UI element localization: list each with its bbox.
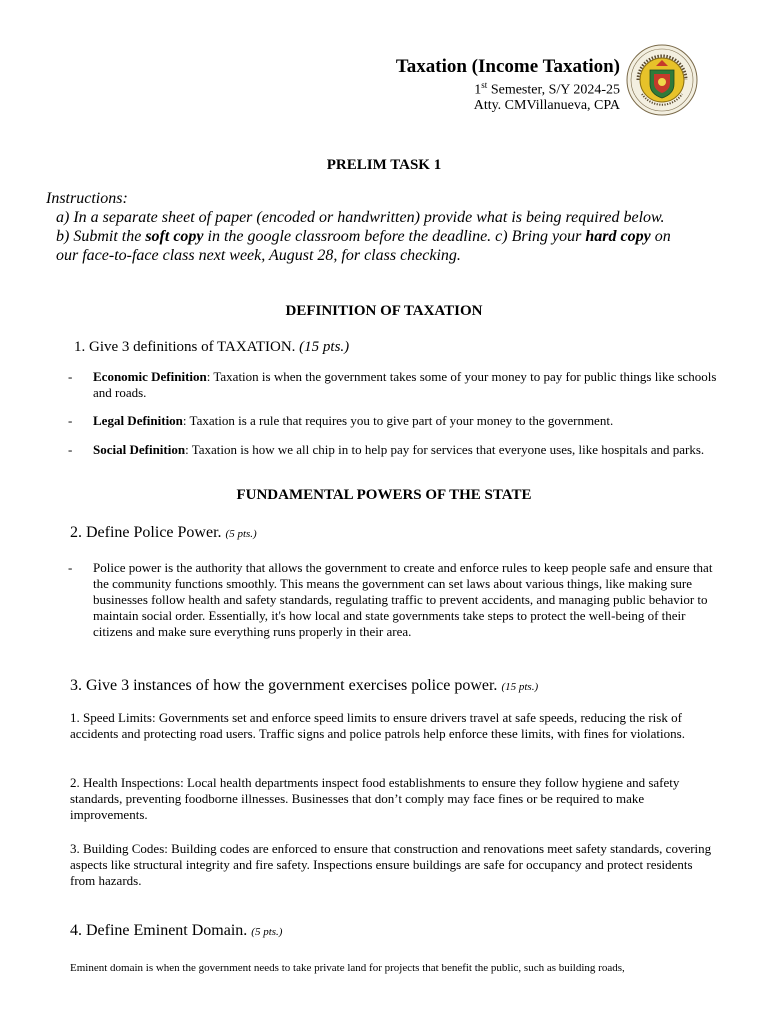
list-item	[68, 369, 718, 401]
section-fundamental-powers: FUNDAMENTAL POWERS OF THE STATE	[236, 487, 532, 503]
definition-text: : Taxation is when the government takes some of your money to pay for public things like schools and roads.	[93, 369, 717, 400]
semester-ordinal: 1	[474, 82, 482, 98]
bullet-dash: -	[68, 413, 73, 428]
question-2	[70, 524, 257, 542]
police-power-answer: Police power is the authority that allows the government to create and enforce rules to keep people safe and ensure that the community functions smoothly. This means the government can set laws about various things, like making sure businesses follow health and safety standards, regulating traffic to prevent accidents, and managing public behavior to maintain social order. Essentially, it's how local and state governments take steps to protect the well-being of their citizens and make sure everything runs properly in their area.	[93, 560, 713, 639]
list-item	[68, 560, 718, 640]
hard-copy-emphasis: hard copy	[585, 228, 651, 245]
definition-economic	[93, 369, 718, 401]
definition-label: Social Definition	[93, 442, 186, 457]
bullet-dash: -	[68, 369, 73, 384]
list-item	[68, 413, 718, 429]
instruction-a: a) In a separate sheet of paper (encoded or handwritten) provide what is being required below.	[56, 209, 665, 226]
question-2-points: (5 pts.)	[225, 528, 257, 540]
question-3-text: 3. Give 3 instances of how the government exercises police power.	[70, 677, 502, 694]
question-4-points: (5 pts.)	[251, 926, 283, 938]
semester-superscript: st	[481, 80, 488, 90]
instruction-b-continuation: our face-to-face class next week, August 28, for class checking.	[56, 247, 461, 264]
instance-speed-limits: 1. Speed Limits: Governments set and enforce speed limits to ensure drivers travel at safe speeds, reducing the risk of accidents and protecting road users. Traffic signs and police patrols help enforce these limits, with fines for violations.	[70, 710, 685, 741]
university-seal-logo	[626, 44, 698, 116]
course-title: Taxation (Income Taxation)	[395, 56, 620, 77]
question-1-points: (15 pts.)	[299, 339, 350, 355]
semester-line	[474, 80, 620, 99]
definition-social	[93, 442, 718, 458]
question-3-points: (15 pts.)	[501, 681, 539, 693]
section-definition-of-taxation: DEFINITION OF TAXATION	[285, 303, 483, 319]
instruction-b-mid: in the google classroom before the deadline. c) Bring your	[203, 228, 586, 245]
instruction-b-end: on	[650, 228, 671, 245]
definition-text: : Taxation is a rule that requires you to give part of your money to the government.	[182, 413, 614, 428]
instruction-b-text: b) Submit the	[56, 228, 146, 245]
semester-text: Semester, S/Y 2024-25	[487, 82, 620, 98]
instruction-b	[46, 227, 726, 246]
definition-text: : Taxation is how we all chip in to help pay for services that everyone uses, like hospitals and parks.	[185, 442, 705, 457]
task-title: PRELIM TASK 1	[326, 157, 442, 173]
question-1-text: 1. Give 3 definitions of TAXATION.	[74, 339, 300, 355]
definition-legal	[93, 413, 718, 429]
instance-building-codes: 3. Building Codes: Building codes are enforced to ensure that construction and renovations meet safety standards, covering aspects like structural integrity and fire safety. Inspections ensure buildings are safe for occupancy and protect residents from hazards.	[70, 841, 712, 888]
question-4-text: 4. Define Eminent Domain.	[70, 922, 252, 939]
bullet-dash: -	[68, 560, 73, 575]
question-4	[70, 922, 282, 940]
question-3	[70, 677, 538, 695]
definition-label: Legal Definition	[93, 413, 183, 428]
instructor-name: Atty. CMVillanueva, CPA	[473, 98, 620, 113]
instance-health-inspections: 2. Health Inspections: Local health departments inspect food establishments to ensure they follow hygiene and safety standards, preventing foodborne illnesses. Businesses that don’t comply may face fines or be required to make improvements.	[70, 775, 680, 822]
eminent-domain-answer: Eminent domain is when the government needs to take private land for projects that benefit the public, such as building roads,	[70, 962, 625, 974]
list-item	[68, 442, 718, 458]
soft-copy-emphasis: soft copy	[145, 228, 204, 245]
question-1	[74, 339, 349, 356]
bullet-dash: -	[68, 442, 73, 457]
instructions-block	[46, 189, 726, 265]
instructions-heading: Instructions:	[46, 190, 128, 207]
definition-label: Economic Definition	[93, 369, 207, 384]
question-2-text: 2. Define Police Power.	[70, 524, 226, 541]
